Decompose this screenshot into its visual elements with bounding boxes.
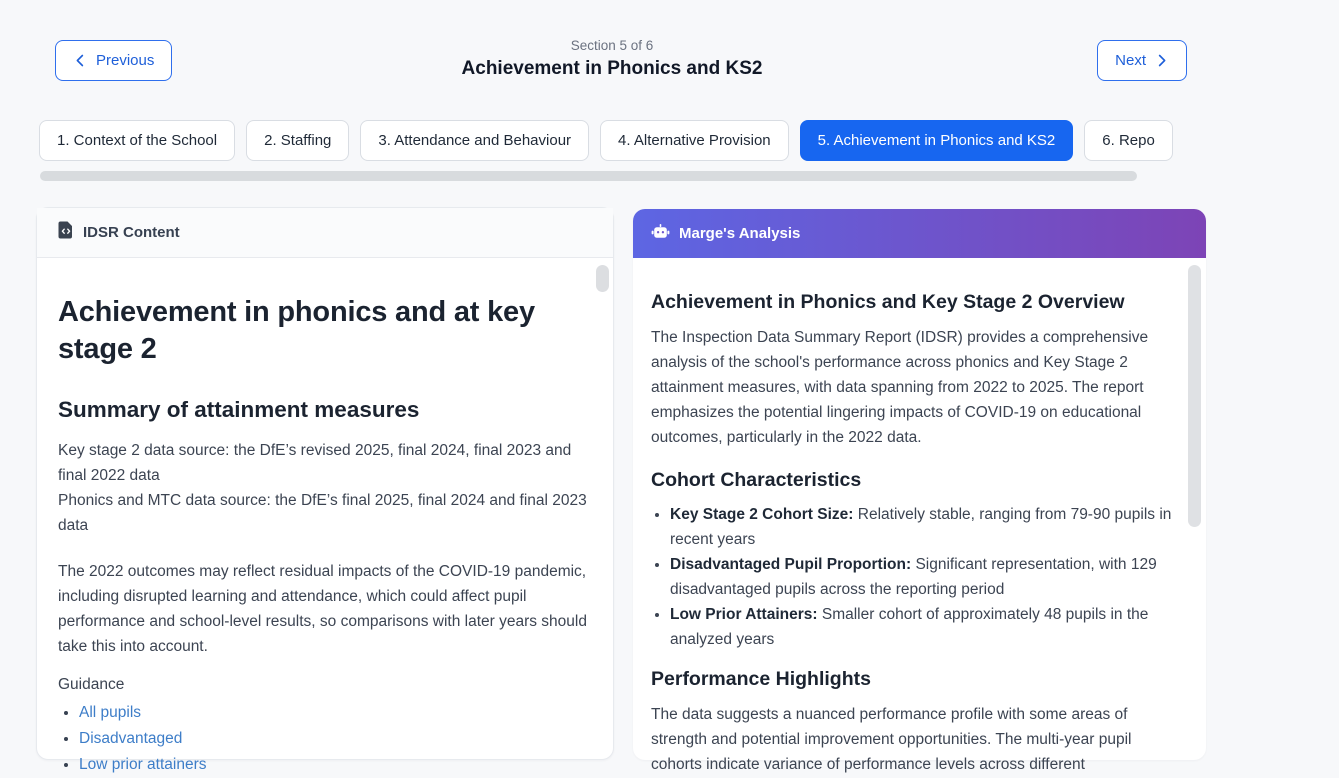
tab-report[interactable]: 6. Repo	[1084, 120, 1173, 161]
idsr-subheading: Summary of attainment measures	[58, 397, 420, 422]
bullet-text: Relatively stable, ranging from 79-90 pupils in recent years	[670, 506, 1172, 548]
performance-paragraph: The data suggests a nuanced performance profile with some areas of strength and potential improvement opportunities. The multi-year pupil cohorts indicate variance of performance levels across different	[651, 706, 1132, 773]
analysis-panel-title: Marge's Analysis	[679, 225, 801, 242]
section-tab-bar	[39, 120, 1339, 161]
next-button[interactable]	[1097, 40, 1187, 81]
guidance-label: Guidance	[58, 676, 125, 693]
phonics-data-source-line: Phonics and MTC data source: the DfE’s final 2025, final 2024 and final 2023 data	[58, 492, 587, 534]
bullet-term: Disadvantaged Pupil Proportion:	[670, 556, 912, 573]
list-item	[670, 602, 1180, 652]
analysis-scrollbar-thumb[interactable]	[1188, 265, 1201, 527]
header-center	[0, 38, 1224, 80]
idsr-scrollbar-thumb[interactable]	[596, 265, 609, 292]
previous-label: Previous	[96, 52, 155, 69]
bullet-term: Low Prior Attainers:	[670, 606, 818, 623]
bullet-text: Significant representation, with 129 disadvantaged pupils across the reporting period	[670, 556, 1157, 598]
ks2-data-source-line: Key stage 2 data source: the DfE’s revised 2025, final 2024, final 2023 and final 2022 data	[58, 442, 572, 484]
tab-horizontal-scrollbar[interactable]	[40, 171, 1137, 181]
data-sources-paragraph	[58, 438, 587, 538]
overview-paragraph: The Inspection Data Summary Report (IDSR) provides a comprehensive analysis of the school's performance across phonics and Key Stage 2 attainment measures, with data spanning from 2022 to 2025. The report emphasizes the potential lingering impacts of COVID-19 on educational outcomes, particularly in the 2022 data.	[651, 329, 1149, 446]
section-progress-label: Section 5 of 6	[570, 38, 654, 53]
chevron-left-icon	[73, 53, 88, 68]
next-label: Next	[1115, 52, 1146, 69]
analysis-panel	[633, 209, 1206, 773]
list-item	[79, 700, 587, 726]
tab-alternative-provision[interactable]: 4. Alternative Provision	[600, 120, 789, 161]
overview-heading: Achievement in Phonics and Key Stage 2 Overview	[651, 291, 1125, 313]
tab-attendance-and-behaviour[interactable]: 3. Attendance and Behaviour	[360, 120, 589, 161]
cohort-bullet-list	[651, 502, 1180, 652]
link-all-pupils[interactable]: All pupils	[79, 704, 142, 721]
analysis-document	[633, 258, 1206, 777]
idsr-panel-title: IDSR Content	[83, 224, 180, 241]
cohort-heading: Cohort Characteristics	[651, 469, 862, 491]
list-item	[79, 726, 587, 752]
analysis-panel-header	[633, 209, 1206, 258]
list-item	[670, 552, 1180, 602]
idsr-heading: Achievement in phonics and at key stage 2	[58, 296, 535, 365]
page-title: Achievement in Phonics and KS2	[461, 58, 763, 79]
bullet-term: Key Stage 2 Cohort Size:	[670, 506, 854, 523]
bullet-text: Smaller cohort of approximately 48 pupils in the analyzed years	[670, 606, 1149, 648]
list-item	[670, 502, 1180, 552]
covid-note-paragraph: The 2022 outcomes may reflect residual impacts of the COVID-19 pandemic, including disrupted learning and attendance, which could affect pupil performance and school-level results, so comparisons with later years should take this into account.	[58, 563, 587, 655]
tab-achievement-in-phonics-and-ks2[interactable]: 5. Achievement in Phonics and KS2	[800, 120, 1074, 161]
idsr-document	[37, 258, 613, 778]
robot-icon	[651, 223, 670, 245]
chevron-right-icon	[1154, 53, 1169, 68]
link-disadvantaged[interactable]: Disadvantaged	[79, 730, 183, 747]
tab-staffing[interactable]: 2. Staffing	[246, 120, 349, 161]
guidance-link-list	[58, 700, 587, 778]
tab-context-of-the-school[interactable]: 1. Context of the School	[39, 120, 235, 161]
list-item	[79, 752, 587, 778]
link-low-prior-attainers[interactable]: Low prior attainers	[79, 756, 207, 773]
file-code-icon	[58, 221, 74, 244]
idsr-panel-header	[37, 208, 613, 258]
previous-button[interactable]	[55, 40, 172, 81]
performance-heading: Performance Highlights	[651, 668, 871, 690]
idsr-content-panel	[36, 207, 614, 773]
